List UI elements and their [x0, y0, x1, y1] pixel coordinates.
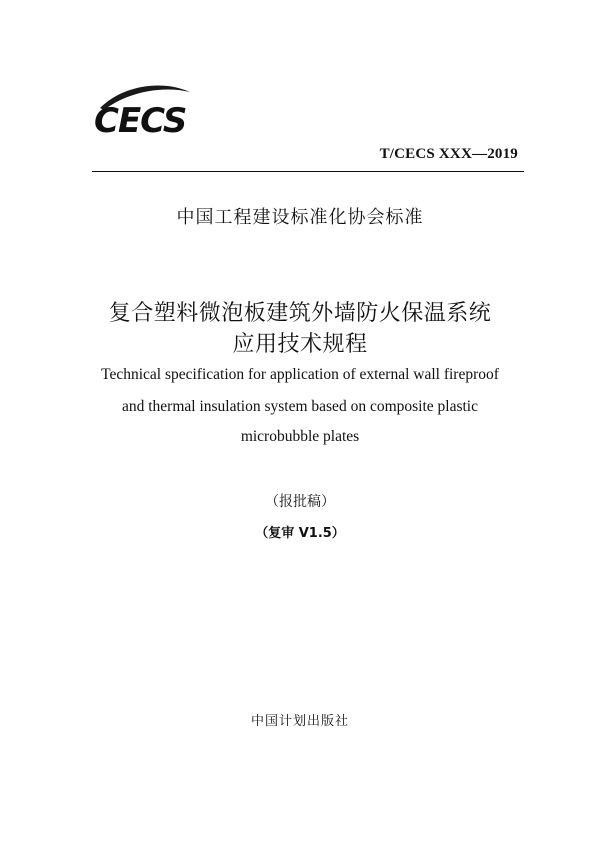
document-version: （复审 V1.5） [255, 526, 345, 541]
standard-number: T/CECS XXX—2019 [379, 146, 518, 162]
publisher-name: 中国计划出版社 [250, 714, 349, 729]
title-cn-line2: 应用技术规程 [232, 332, 368, 357]
title-cn-line1: 复合塑料微泡板建筑外墙防火保温系统 [108, 301, 492, 326]
header-divider [92, 171, 524, 172]
association-name: 中国工程建设标准化协会标准 [176, 207, 424, 228]
document-status: （报批稿） [265, 494, 335, 510]
logo-text: CECS [94, 101, 187, 141]
title-en-line1: Technical specification for application of external wall fireproof [101, 366, 499, 383]
title-en-line2: and thermal insulation system based on composite plastic [121, 398, 478, 415]
title-en-line3: microbubble plates [240, 428, 360, 445]
cecs-logo [94, 82, 198, 144]
